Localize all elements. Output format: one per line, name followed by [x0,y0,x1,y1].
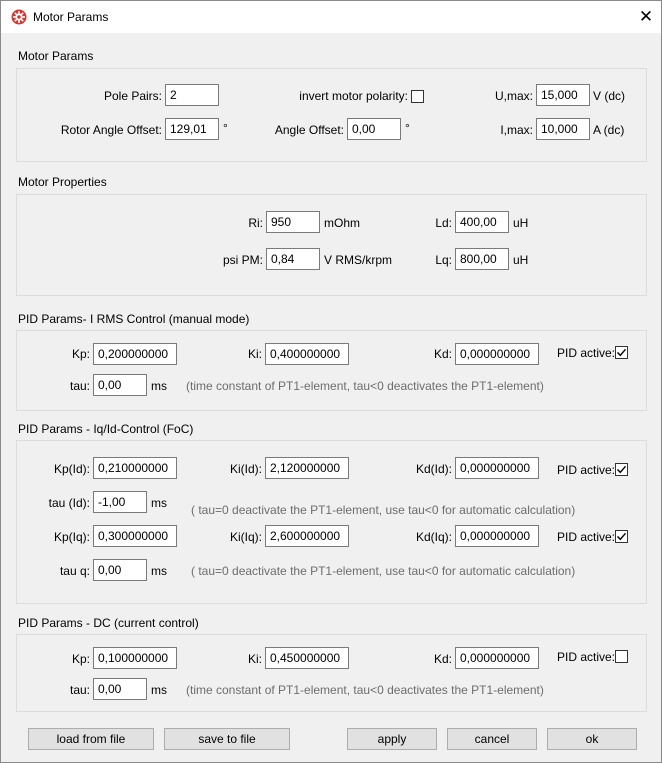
ki-iq-label: Ki(Iq): [229,530,262,544]
psi-pm-unit: V RMS/krpm [324,253,393,267]
ki-iq-input[interactable] [265,525,349,547]
irms-tau-unit: ms [151,379,167,393]
rotor-angle-offset-input[interactable] [165,118,219,140]
apply-button[interactable]: apply [347,728,437,750]
check-icon [616,531,627,542]
ld-input[interactable] [455,211,509,233]
invert-polarity-checkbox[interactable] [411,90,424,103]
lq-label: Lq: [435,253,452,267]
dc-kp-input[interactable] [93,647,177,669]
pid-dc-title: PID Params - DC (current control) [18,616,199,630]
angle-offset-input[interactable] [347,118,401,140]
psi-pm-input[interactable] [266,248,320,270]
dc-tau-input[interactable] [93,678,147,700]
psi-pm-label: psi PM: [222,253,263,267]
imax-unit: A (dc) [593,123,625,137]
tau-id-input[interactable] [93,491,147,513]
tau-id-label: tau (Id): [48,496,90,510]
irms-ki-input[interactable] [265,343,349,365]
load-from-file-button[interactable]: load from file [28,728,154,750]
irms-pid-active-checkbox[interactable] [615,346,628,359]
dc-tau-unit: ms [151,683,167,697]
irms-tau-input[interactable] [93,374,147,396]
window-title: Motor Params [33,10,109,24]
imax-label: I,max: [500,123,533,137]
kd-iq-label: Kd(Iq): [415,530,452,544]
umax-input[interactable] [536,84,590,106]
dc-kd-input[interactable] [455,647,539,669]
kp-id-label: Kp(Id): [53,462,90,476]
motor-params-title: Motor Params [18,49,94,63]
tau-q-note: ( tau=0 deactivate the PT1-element, use tau<0 for automatic calculation) [191,564,576,578]
kp-iq-input[interactable] [93,525,177,547]
motor-params-group [16,68,647,162]
ri-label: Ri: [248,216,263,230]
rotor-angle-offset-label: Rotor Angle Offset: [60,123,162,137]
lq-unit: uH [513,253,529,267]
dc-kd-label: Kd: [433,652,452,666]
tau-q-label: tau q: [59,564,90,578]
dc-tau-note: (time constant of PT1-element, tau<0 deactivates the PT1-element) [186,683,544,697]
save-to-file-button[interactable]: save to file [164,728,290,750]
tau-q-unit: ms [151,564,167,578]
dc-ki-label: Ki: [247,652,262,666]
pid-foc-title: PID Params - Iq/Id-Control (FoC) [18,422,194,436]
ld-label: Ld: [435,216,452,230]
irms-kd-label: Kd: [433,347,452,361]
kd-iq-input[interactable] [455,525,539,547]
ri-unit: mOhm [324,216,360,230]
irms-pid-active-label: PID active: [557,346,616,360]
umax-unit: V (dc) [593,89,626,103]
title-bar [1,1,661,33]
pole-pairs-label: Pole Pairs: [103,89,162,103]
iq-pid-active-label: PID active: [557,530,616,544]
tau-id-unit: ms [151,496,167,510]
irms-kp-label: Kp: [71,347,90,361]
check-icon [616,347,627,358]
dc-pid-active-checkbox[interactable] [615,650,628,663]
rotor-angle-offset-unit: ° [223,121,228,135]
pole-pairs-input[interactable] [165,84,219,106]
umax-label: U,max: [494,89,533,103]
angle-offset-label: Angle Offset: [274,123,344,137]
imax-input[interactable] [536,118,590,140]
kp-id-input[interactable] [93,457,177,479]
irms-tau-label: tau: [69,379,90,393]
motor-properties-title: Motor Properties [18,175,107,189]
check-icon [616,464,627,475]
cancel-button[interactable]: cancel [447,728,537,750]
kd-id-label: Kd(Id): [415,462,452,476]
lq-input[interactable] [455,248,509,270]
pid-dc-group [16,634,647,712]
ri-input[interactable] [266,211,320,233]
ld-unit: uH [513,216,529,230]
iq-pid-active-checkbox[interactable] [615,530,628,543]
tau-q-input[interactable] [93,559,147,581]
irms-tau-note: (time constant of PT1-element, tau<0 deactivates the PT1-element) [186,379,544,393]
dc-tau-label: tau: [69,683,90,697]
angle-offset-unit: ° [405,121,410,135]
id-pid-active-checkbox[interactable] [615,463,628,476]
close-icon: ✕ [638,7,654,26]
motor-properties-group [16,194,647,296]
dc-ki-input[interactable] [265,647,349,669]
kp-iq-label: Kp(Iq): [53,530,90,544]
invert-polarity-label: invert motor polarity: [299,89,408,103]
id-pid-active-label: PID active: [557,463,616,477]
close-button[interactable] [631,1,661,33]
ok-button[interactable]: ok [547,728,637,750]
dc-pid-active-label: PID active: [557,650,616,664]
tau-id-note: ( tau=0 deactivate the PT1-element, use tau<0 for automatic calculation) [191,503,576,517]
dc-kp-label: Kp: [71,652,90,666]
irms-kp-input[interactable] [93,343,177,365]
gear-icon [11,9,27,25]
irms-kd-input[interactable] [455,343,539,365]
ki-id-input[interactable] [265,457,349,479]
irms-ki-label: Ki: [247,347,262,361]
ki-id-label: Ki(Id): [229,462,262,476]
kd-id-input[interactable] [455,457,539,479]
pid-irms-title: PID Params- I RMS Control (manual mode) [18,312,250,326]
